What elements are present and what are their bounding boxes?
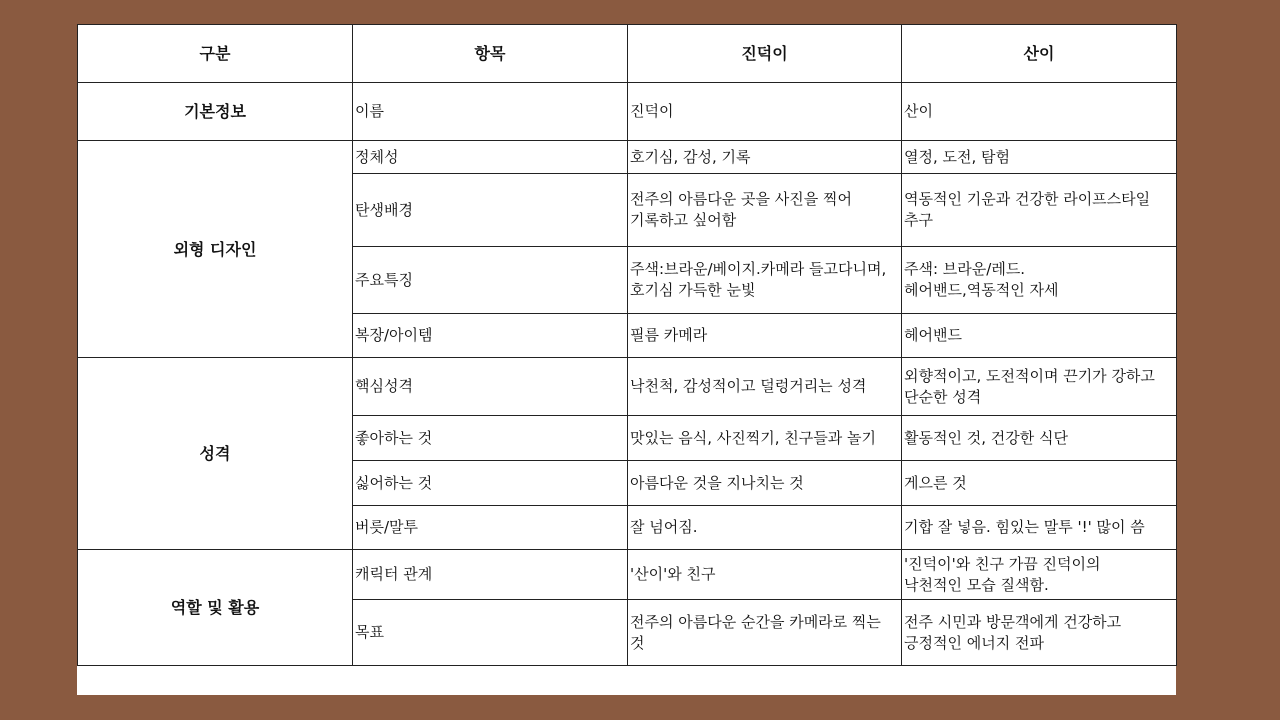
item-cell: 복장/아이템 (353, 314, 628, 358)
sani-text: 역동적인 기운과 건강한 라이프스타일 추구 (904, 190, 1151, 229)
jindeok-text: 전주의 아름다운 순간을 카메라로 찍는 것 (630, 612, 881, 652)
item-cell: 목표 (353, 600, 628, 666)
character-comparison-table (77, 24, 1177, 666)
sani-text: 전주 시민과 방문객에게 건강하고 긍정적인 에너지 전파 (904, 612, 1122, 652)
sani-cell (902, 247, 1177, 314)
jindeok-cell: 호기심, 감성, 기록 (628, 141, 902, 174)
sani-text: 외향적이고, 도전적이며 끈기가 강하고 단순한 성격 (904, 366, 1155, 406)
jindeok-cell: 아름다운 것을 지나치는 것 (628, 461, 902, 506)
header-sani: 산이 (902, 25, 1177, 83)
jindeok-cell (628, 600, 902, 666)
jindeok-cell (628, 174, 902, 247)
jindeok-cell: '산이'와 친구 (628, 550, 902, 600)
sani-cell: 기합 잘 넣음. 힘있는 말투 '!' 많이 씀 (902, 506, 1177, 550)
category-basic: 기본정보 (78, 83, 353, 141)
category-appearance: 외형 디자인 (78, 141, 353, 358)
sani-cell (902, 550, 1177, 600)
item-cell: 탄생배경 (353, 174, 628, 247)
table-row (78, 358, 1177, 416)
sani-cell: 열정, 도전, 탐험 (902, 141, 1177, 174)
item-cell: 주요특징 (353, 247, 628, 314)
category-role: 역할 및 활용 (78, 550, 353, 666)
sani-cell: 활동적인 것, 건강한 식단 (902, 416, 1177, 461)
category-personality: 성격 (78, 358, 353, 550)
jindeok-cell (628, 247, 902, 314)
item-cell: 버릇/말투 (353, 506, 628, 550)
sani-text: 주색: 브라운/레드. 헤어밴드,역동적인 자세 (904, 260, 1059, 299)
header-item: 항목 (353, 25, 628, 83)
header-row (78, 25, 1177, 83)
jindeok-cell: 낙천척, 감성적이고 덜렁거리는 성격 (628, 358, 902, 416)
sani-cell (902, 600, 1177, 666)
sani-cell (902, 174, 1177, 247)
jindeok-cell: 필름 카메라 (628, 314, 902, 358)
jindeok-cell: 잘 넘어짐. (628, 506, 902, 550)
item-cell: 핵심성격 (353, 358, 628, 416)
sani-cell: 헤어밴드 (902, 314, 1177, 358)
header-category: 구분 (78, 25, 353, 83)
item-cell: 정체성 (353, 141, 628, 174)
jindeok-cell: 맛있는 음식, 사진찍기, 친구들과 놀기 (628, 416, 902, 461)
jindeok-text: 전주의 아름다운 곳을 사진을 찍어 기록하고 싶어함 (630, 190, 852, 229)
jindeok-text: 주색:브라운/베이지.카메라 들고다니며, 호기심 가득한 눈빛 (630, 260, 887, 299)
sani-cell: 게으른 것 (902, 461, 1177, 506)
table-row (78, 550, 1177, 600)
item-cell: 싫어하는 것 (353, 461, 628, 506)
item-cell: 이름 (353, 83, 628, 141)
sani-cell: 산이 (902, 83, 1177, 141)
item-cell: 좋아하는 것 (353, 416, 628, 461)
sani-cell (902, 358, 1177, 416)
header-jindeok: 진덕이 (628, 25, 902, 83)
jindeok-cell: 진덕이 (628, 83, 902, 141)
item-cell: 캐릭터 관계 (353, 550, 628, 600)
character-sheet (77, 24, 1176, 695)
sani-text: '진덕이'와 친구 가끔 진덕이의 낙천적인 모습 질색함. (904, 554, 1101, 594)
table-row (78, 141, 1177, 174)
table-row (78, 83, 1177, 141)
